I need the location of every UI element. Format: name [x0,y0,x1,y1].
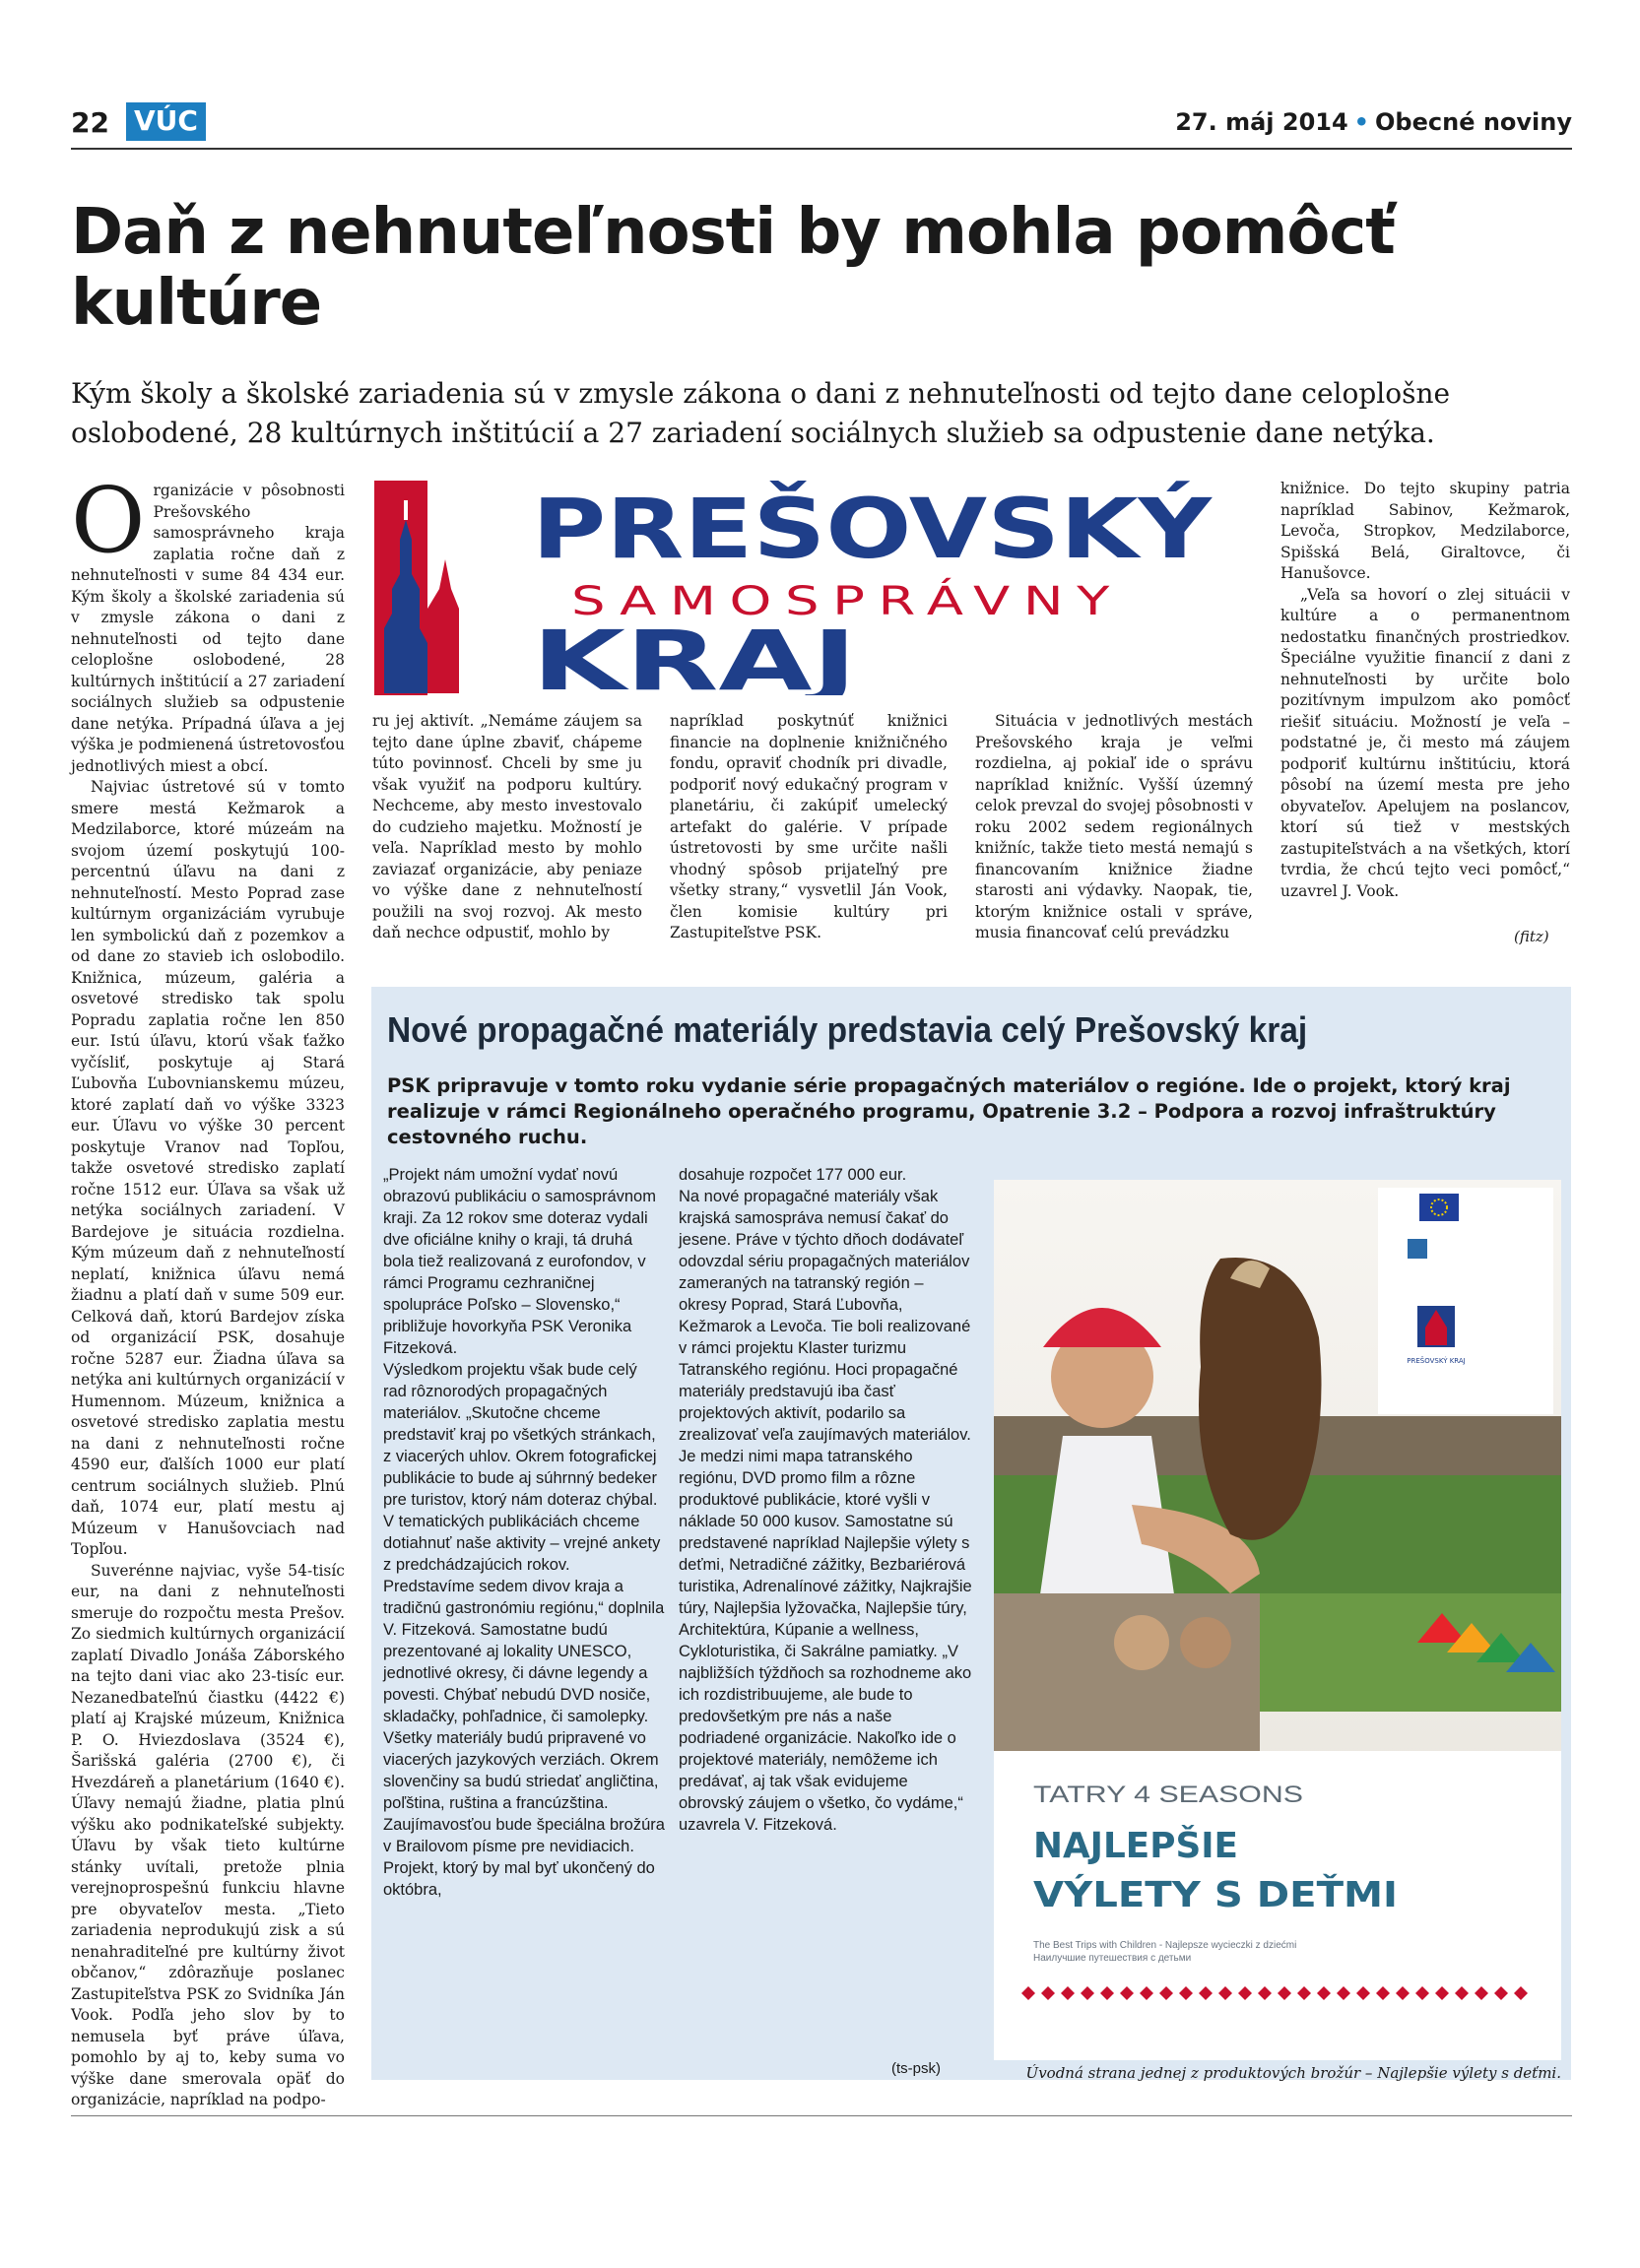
article-paragraph: Situácia v jednotlivých mestách Prešovského kraja je veľmi rozdielna, aj pokiaľ ide o správu napríklad knižníc. Vyšší územný celok prevzal do svojej pôsobnosti v roku 2002 sedem regionálnych knižníc, takže tieto mestá nemajú s financovaním knižnice žiadne starosti ani výdavky. Naopak, tie, ktorým knižnice ostali v správe, musia financovať celú prevádzku [975,712,1253,941]
sidebar-paragraph: Výsledkom projektu však bude celý rad rôznorodých propagačných materiálov. „Skutočne chceme predstaviť kraj po všetkých stránkach, z viacerých uhlov. Okrem fotografickej publikácie to bude aj súhrnný bedeker pre turistov, ktorý nám doteraz chýbal. V tematických publikáciách chceme dotiahnuť naše aktivity – vrejné ankety z predchádzajúcich rokov. Predstavíme sedem divov kraja a tradičnú gastronómiu regiónu,“ doplnila V. Fitzeková. Samostatne budú prezentované aj lokality UNESCO, jednotlivé okresy, či dávne legendy a povesti. Chýbať nebudú DVD nosiče, skladačky, pohľadnice, či samolepky. [383,1361,665,1725]
article-paragraph: ru jej aktivít. „Nemáme záujem sa tejto dane úplne zbaviť, chápeme túto povinnosť. Chceli by sme ju však využiť na podporu kultúry. Nechceme, aby mesto investovalo do cudzieho majetku. Možností je veľa. Napríklad mesto by mohlo zaviazať organizácie, aby peniaze vo výške dane z nehnuteľností použili na svoj rozvoj. Ak mesto daň nechce odpustiť, mohlo by [372,712,642,941]
article-column-2 [372,711,642,944]
section-label: VÚC [126,102,206,141]
page-number: 22 [71,106,109,139]
svg-text:SAMOSPRÁVNY: SAMOSPRÁVNY [571,579,977,624]
article-lead: Kým školy a školské zariadenia sú v zmysle zákona o dani z nehnuteľnosti od tejto dane celoplošne oslobodené, 28 kultúrnych inštitúcií a 27 zariadení sociálnych služieb sa odpustenie dane netýka. [71,377,1451,449]
header-rule [71,148,1572,150]
article-paragraph: „Veľa sa hovorí o zlej situácii v kultúre a o permanentnom nedostatku finančných prostriedkov. Špeciálne využitie financií z dani z nehnuteľnosti by určite bolo pozitívnym impulzom ako pomôcť riešiť situáciu. Možností je veľa – podstatné je, či mesto má záujem podporiť kultúrnu inštitúciu, ktorá pôsobí na území mesta pre jeho obyvateľov. Apelujem na poslancov, ktorí sú tiež v mestských zastupiteľstvách a na všetkých, ktorí tvrdia, že chcú tejto veci pomôcť,“ uzavrel J. Vook. [1280,585,1570,900]
sidebar-column-2 [679,1164,972,1836]
brochure-cover-image [994,1180,1561,2060]
article-headline: Daň z nehnuteľnosti by mohla pomôcť kultúre [71,196,1395,340]
article-paragraph: napríklad poskytnúť knižnici financie na doplnenie knižničného fondu, opraviť chodník pri divadle, podporiť nový edukačný program v planetáriu, či zakúpiť umelecký artefakt do galérie. V prípade ústretovosti by sme určite našli vhodný spôsob prijateľný pre všetky strany,“ vysvetlil Ján Vook, člen komisie kultúry pri Zastupiteľstve PSK. [670,712,948,941]
brochure-title-line1: NAJLEPŠIE [1033,1826,1240,1866]
issue-date: 27. máj 2014 [1175,108,1348,136]
article-column-3 [670,711,948,944]
brochure-logo-panel [1378,1188,1553,1414]
sidebar-column-1 [383,1164,665,1901]
sidebar-signature: (ts-psk) [891,2060,941,2077]
sidebar-paragraph: „Projekt nám umožní vydať novú obrazovú publikáciu o samosprávnom kraji. Za 12 rokov sme doteraz vydali dve oficiálne knihy o kraji, tá druhá bola tiež realizovaná z eurofondov, v rámci Programu cezhraničnej spolupráce Poľsko – Slovensko,“ približuje hovorkyňa PSK Veronika Fitzeková. [383,1166,656,1357]
drop-cap: O [71,468,146,573]
sidebar-paragraph: dosahuje rozpočet 177 000 eur. [679,1166,907,1184]
psk-logo [374,481,1227,695]
article-paragraph: Najviac ústretové sú v tomto smere mestá Kežmarok a Medzilaborce, ktoré múzeám na svojom území poskytujú 100-percentnú úľavu na dani z nehnuteľností. Mesto Poprad zase kultúrnym organizáciám vyrubuje len symbolickú daň z pozemkov a od dane zo stavieb ich oslobodilo. Knižnica, múzeum, galéria a osvetové stredisko tak spolu Popradu zaplatia ročne len 850 eur. Istú úľavu, ktorú však ťažko vyčísliť, poskytuje aj Stará Ľubovňa Ľubovnianskemu múzeu, ktoré zaplatí daň vo výške 3323 eur. Úľavu vo výške 30 percent poskytuje Vranov nad Topľou, takže osvetové stredisko zaplatí ročne 1512 eur. Úľava sa však už netýka sociálnych zariadení. V Bardejove je situácia rozdielna. Kým múzeum daň z nehnuteľností neplatí, knižnica úľavu nemá žiadnu a platí daň v sume 509 eur. Celková daň, ktorú Bardejov získa od organizácií PSK, dosahuje ročne 5287 eur. Žiadna úľava sa netýka ani kultúrnych organizácií v Humennom. Múzeum, knižnica a osvetové stredisko zaplatia mestu na dani z nehnuteľnosti ročne 4590 eur, ďalších 1000 eur platí centrum sociálnych služieb. Plnú daň, 1074 eur, platí mestu aj Múzeum v Hanušovciach nad Topľou. [71,778,345,1558]
sidebar-lead: PSK pripravuje v tomto roku vydanie série propagačných materiálov o regióne. Ide o projekt, ktorý kraj realizuje v rámci Regionálneho operačného programu, Opatrenie 3.2 – Podpora a rozvoj infraštruktúry cestovného ruchu. [387,1074,1511,1148]
bottom-rule [71,2115,1572,2116]
svg-text:PREŠOVSKÝ: PREŠOVSKÝ [532,481,1214,577]
article-paragraph: Suverénne najviac, vyše 54-tisíc eur, na dani z nehnuteľnosti smeruje do rozpočtu mesta Prešov. Zo siedmich kultúrnych organizácií zaplatí Divadlo Jonáša Záborského na tejto dani viac ako 23-tisíc eur. Nezanedbateľnú čiastku (4422 €) platí aj Krajské múzeum, Knižnica P. O. Hviezdoslava (3524 €), Šarišská galéria (2700 €), či Hvezdáreň a planetárium (1640 €). Úľavy nemajú žiadne, platia plnú výšku ako podnikateľské subjekty. Úľavu by však tieto kultúrne stánky uvítali, pretože plnia verejnoprospešnú funkciu hlavne pre obyvateľov mesta. „Tieto zariadenia neprodukujú zisk a sú nenahraditeľné pre kultúrny život občanov,“ zdôrazňuje poslanec Zastupiteľstva PSK zo Svidníka Ján Vook. Podľa jeho slov by to nemusela byť práve úľava, pomohlo by aj to, keby suma vo výške dane smerovala opäť do organizácie, napríklad na podpo- [71,1561,345,2108]
svg-text:PREŠOVSKÝ KRAJ: PREŠOVSKÝ KRAJ [1407,1357,1466,1365]
dateline [1175,108,1572,136]
sidebar-paragraph: Všetky materiály budú pripravené vo viacerých jazykových verziách. Okrem slovenčiny sa budú striedať angličtina, poľština, ruština a francúzština. Zaujímavosťou bude špeciálna brožúra v Brailovom písme pre nevidiacich. Projekt, ktorý by mal byť ukončený do októbra, [383,1729,665,1899]
article-paragraph: Organizácie v pôsobnosti Prešovského samosprávneho kraja zaplatia ročne daň z nehnuteľnosti v sume 84 434 eur. Kým školy a školské zariadenia sú v zmysle zákona o dani z nehnuteľnosti od tejto dane celoplošne oslobodené, 28 kultúrnych inštitúcií a 27 zariadení sociálnych služieb sa odpustenie dane netýka. Prípadná úľava a jej výška je podmienená ústretovosťou jednotlivých miest a obcí. [71,468,345,775]
sidebar-box [371,987,1571,2080]
sidebar-headline: Nové propagačné materiály predstavia celý Prešovský kraj [387,1009,1308,1050]
photo-caption: Úvodná strana jednej z produktových brožúr – Najlepšie výlety s deťmi. [1025,2064,1561,2082]
brochure-title-line2: VÝLETY S DEŤMI [1033,1875,1360,1915]
article-column-5 [1280,479,1570,902]
separator-dot: • [1353,108,1370,136]
brochure-subtitle: TATRY 4 SEASONS [1033,1782,1303,1808]
article-column-4 [975,711,1253,944]
publication-name: Obecné noviny [1375,108,1572,136]
sidebar-paragraph: Na nové propagačné materiály však krajská samospráva nemusí čakať do jesene. Práve v týchto dňoch dodávateľ odovzdal sériu propagačných materiálov zameraných na tatranský región – okresy Poprad, Stará Ľubovňa, Kežmarok a Levoča. Tie boli realizované v rámci projektu Klaster turizmu Tatranského regiónu. Hoci propagačné materiály predstavujú iba časť projektových aktivít, podarilo sa zrealizovať veľa zaujímavých materiálov. Je medzi nimi mapa tatranského regiónu, DVD promo film a rôzne produktové publikácie, ktoré vyšli v náklade 50 000 kusov. Samostatne sú predstavené napríklad Najlepšie výlety s deťmi, Netradičné zážitky, Bezbariérová turistika, Adrenalínové zážitky, Najkrajšie túry, Najlepšia lyžovačka, Najlepšie túry, Architektúra, Kúpanie a wellness, Cykloturistika, či Sakrálne pamiatky. „V najbližších týždňoch sa rozhodneme ako ich rozdistribuujeme, ale bude to predovšetkým pre nás a naše podriadené organizácie. Nakoľko ide o projektové materiály, nemôžeme ich predávať, aj tak však evidujeme obrovský záujem o všetko, čo vydáme,“ uzavrela V. Fitzeková. [679,1188,972,1834]
article-signature: (fitz) [1514,928,1549,945]
article-column-1 [71,468,345,2111]
brochure-translations: The Best Trips with Children - Najlepsze wycieczki z dziećmi Наилучшие путешествия с детьми [1033,1940,1297,1964]
article-paragraph: knižnice. Do tejto skupiny patria napríklad Sabinov, Kežmarok, Levoča, Stropkov, Medzilaborce, Spišská Belá, Giraltovce, či Hanušovce. [1280,480,1570,582]
page-header [71,102,1572,146]
svg-text:KRAJ: KRAJ [532,613,857,695]
